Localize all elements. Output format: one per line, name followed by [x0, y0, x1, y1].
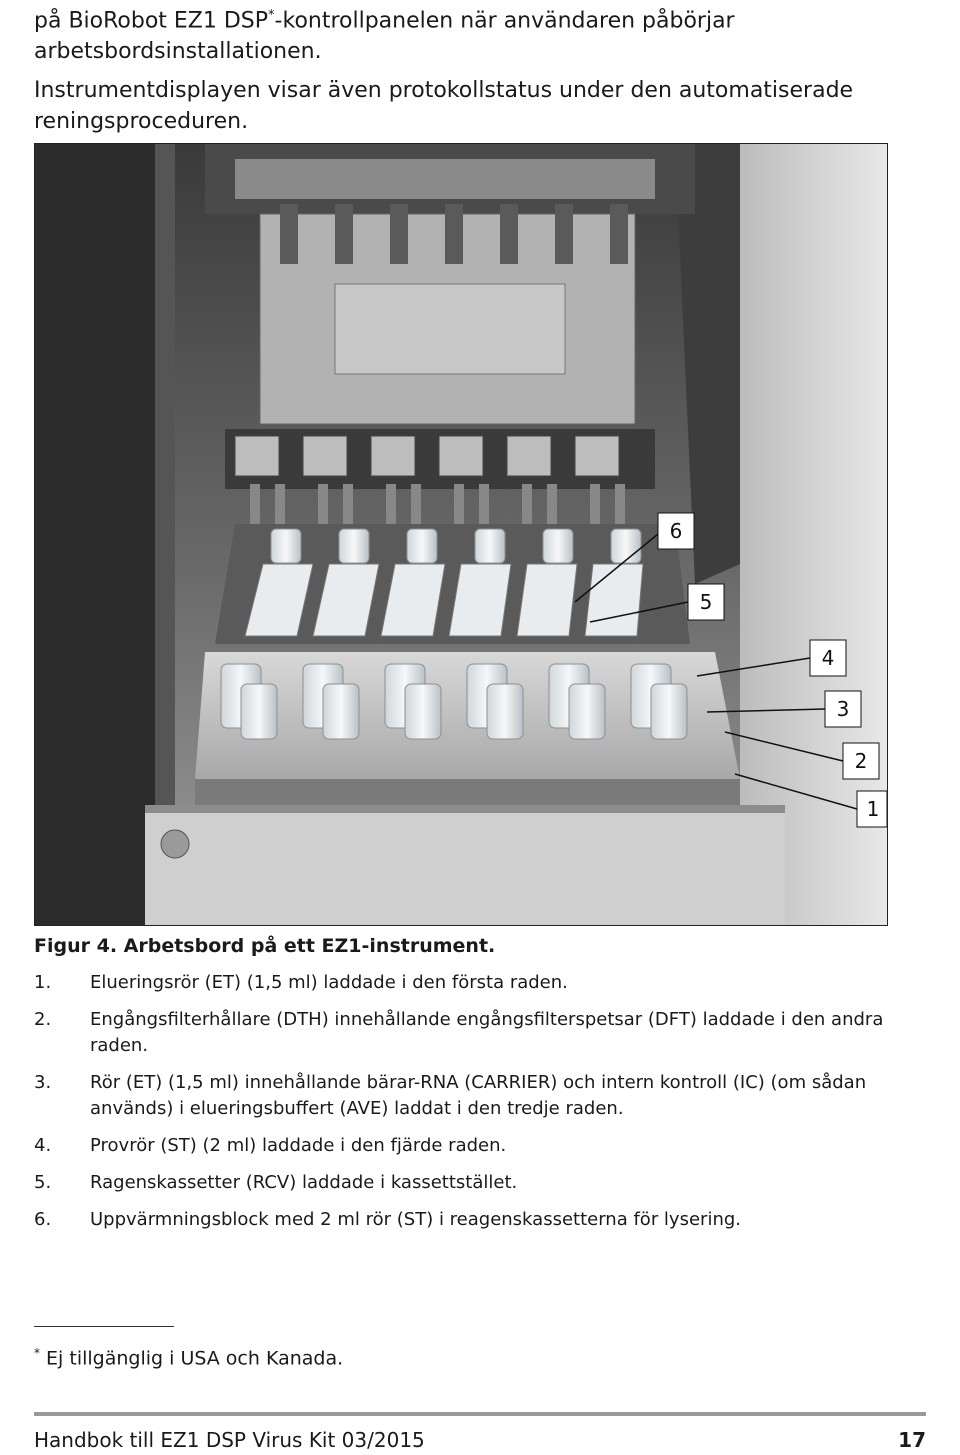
- legend-number: 4.: [34, 1135, 52, 1156]
- intro-line1-start: på BioRobot EZ1 DSP: [34, 8, 269, 34]
- legend-number: 5.: [34, 1172, 52, 1193]
- callout-6: 6: [669, 519, 683, 543]
- footer-title: Handbok till EZ1 DSP Virus Kit 03/2015: [34, 1428, 425, 1452]
- figure-legend: [34, 970, 934, 1244]
- intro-line1-end: -kontrollpanelen när användaren påbörjar arbetsbordsinstallationen.: [34, 8, 735, 65]
- callout-3: 3: [836, 697, 850, 721]
- worktable-photo: [34, 143, 888, 926]
- footnote-marker: *: [268, 8, 275, 23]
- intro-paragraph-2: Instrumentdisplayen visar även protokollstatus under den automatiserade reningsproceduren.: [34, 78, 854, 135]
- footnote-separator: [34, 1326, 174, 1327]
- legend-number: 6.: [34, 1209, 52, 1230]
- legend-number: 2.: [34, 1009, 52, 1030]
- legend-item: [34, 1007, 934, 1059]
- legend-text: Engångsfilterhållare (DTH) innehållande engångsfilterspetsar (DFT) laddade i den andra raden.: [90, 1009, 884, 1056]
- page-number: 17: [898, 1428, 926, 1452]
- footnote-marker: *: [34, 1346, 40, 1360]
- footer-rule: [34, 1412, 926, 1416]
- callout-1: 1: [866, 797, 880, 821]
- intro-paragraph-1: [34, 0, 934, 67]
- legend-number: 3.: [34, 1072, 52, 1093]
- legend-text: Provrör (ST) (2 ml) laddade i den fjärde raden.: [90, 1135, 507, 1156]
- callout-5: 5: [699, 590, 713, 614]
- figure-caption: Figur 4. Arbetsbord på ett EZ1-instrument.: [34, 935, 496, 957]
- footnote: [34, 1346, 343, 1369]
- legend-text: Elueringsrör (ET) (1,5 ml) laddade i den första raden.: [90, 972, 568, 993]
- callout-2: 2: [854, 749, 868, 773]
- legend-item: [34, 1170, 934, 1196]
- page-footer: [34, 1428, 926, 1452]
- legend-number: 1.: [34, 972, 52, 993]
- legend-item: [34, 1207, 934, 1233]
- legend-text: Rör (ET) (1,5 ml) innehållande bärar-RNA (CARRIER) och intern kontroll (IC) (om sådan används) i elueringsbuffert (AVE) laddat i den tredje raden.: [90, 1072, 867, 1119]
- legend-item: [34, 970, 934, 996]
- legend-item: [34, 1070, 934, 1122]
- intro-text: [34, 0, 934, 137]
- callout-4: 4: [821, 646, 835, 670]
- legend-item: [34, 1133, 934, 1159]
- legend-text: Ragenskassetter (RCV) laddade i kassettstället.: [90, 1172, 518, 1193]
- legend-text: Uppvärmningsblock med 2 ml rör (ST) i reagenskassetterna för lysering.: [90, 1209, 741, 1230]
- footnote-text: Ej tillgänglig i USA och Kanada.: [46, 1347, 344, 1370]
